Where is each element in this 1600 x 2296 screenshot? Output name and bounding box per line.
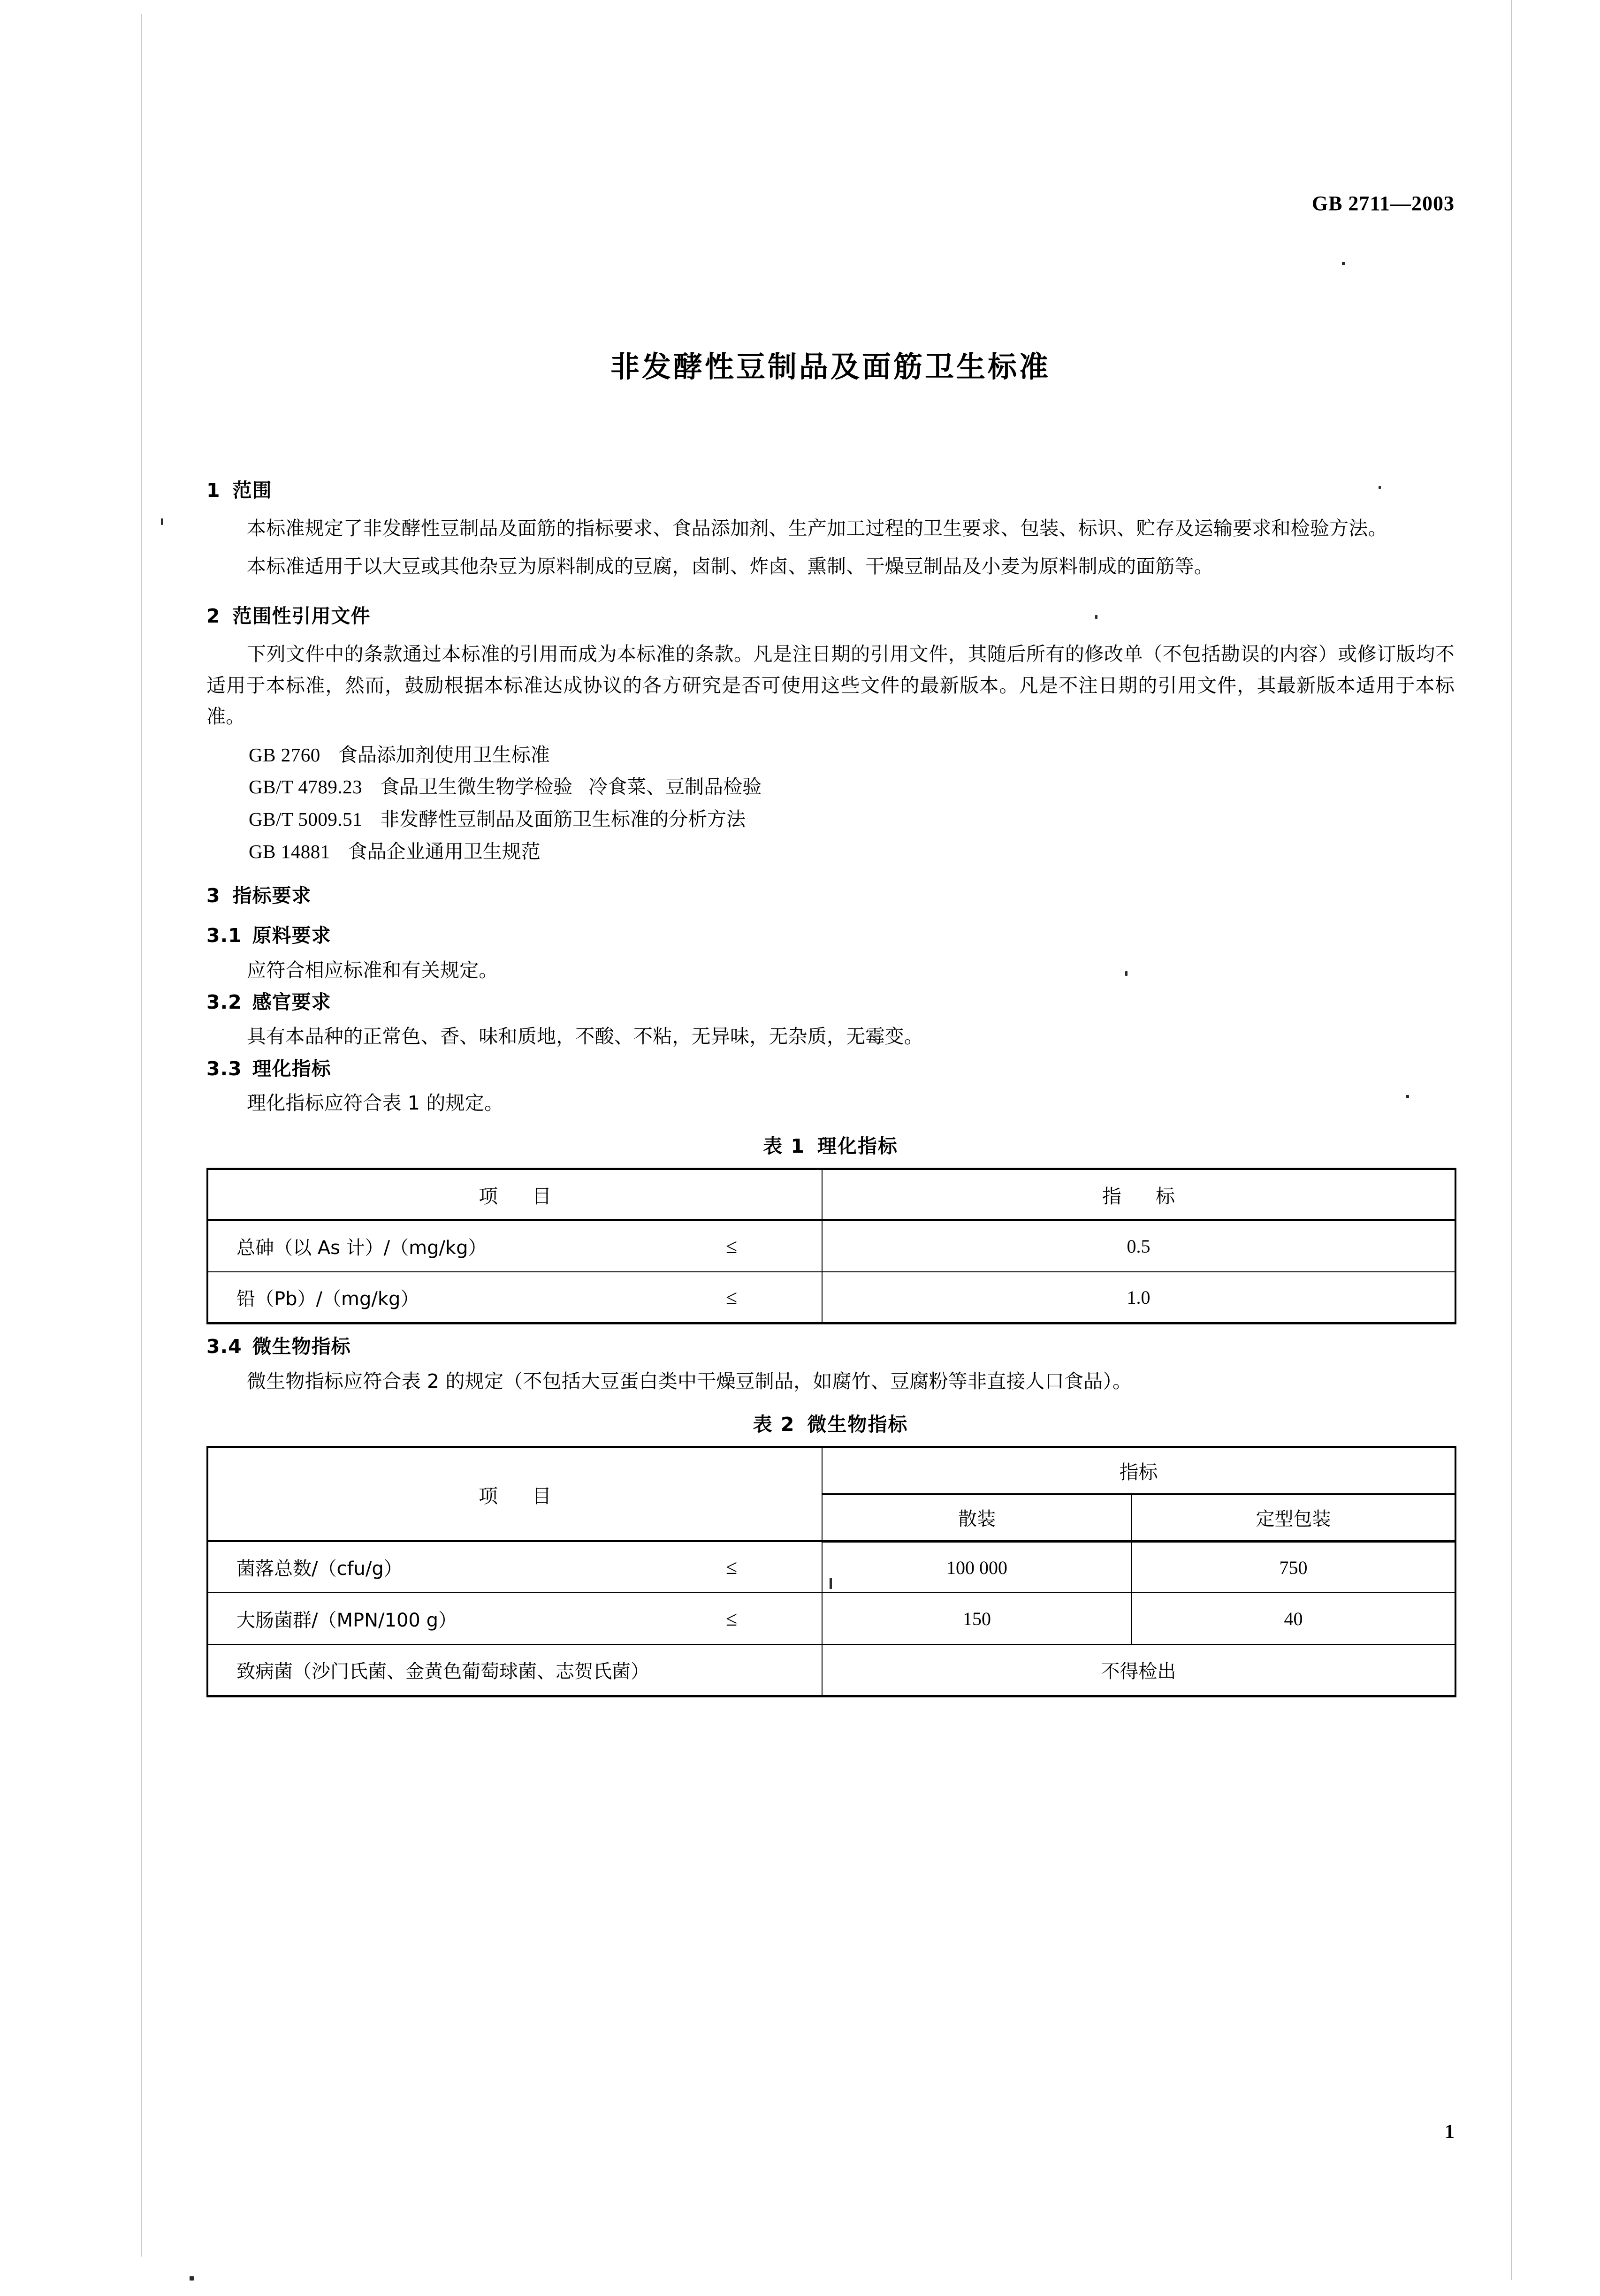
section-number-2: 2: [206, 605, 221, 628]
reference-code: GB 2760: [249, 744, 320, 766]
reference-code: GB 14881: [249, 841, 330, 863]
section-number-3-1: 3.1: [206, 924, 242, 947]
table-1-row-1-op: ≤: [695, 1272, 822, 1323]
table-2-title: 微生物指标: [807, 1413, 908, 1436]
table-1-row-1-value: 1.0: [822, 1272, 1455, 1323]
page-title: 非发酵性豆制品及面筋卫生标准: [610, 349, 1051, 384]
table-2-header-item: 项 目: [207, 1447, 822, 1541]
section-number-3-4: 3.4: [206, 1335, 242, 1358]
section-number-3-2: 3.2: [206, 990, 242, 1013]
table-1-label: 表 1: [763, 1135, 805, 1158]
table-2-row-2-item: 致病菌（沙门氏菌、金黄色葡萄球菌、志贺氏菌）: [207, 1644, 695, 1696]
section-heading-2: [206, 604, 1455, 628]
table-1-header-row: [207, 1169, 1455, 1220]
section-title-3-2: 感官要求: [252, 990, 331, 1013]
table-2-header-bulk: 散装: [822, 1494, 1132, 1542]
reference-item: [206, 739, 1455, 771]
spacer: [206, 1324, 1455, 1335]
section-heading-3-2: [206, 990, 1455, 1014]
spacer: [206, 868, 1455, 884]
section-title-3-3: 理化指标: [252, 1057, 331, 1080]
section-number-3: 3: [206, 884, 221, 907]
section-3-1-paragraph: 应符合相应标准和有关规定。: [247, 958, 498, 981]
reference-item: [206, 771, 1455, 803]
section-number-3-3: 3.3: [206, 1057, 242, 1080]
table-2-label: 表 2: [753, 1413, 795, 1436]
reference-code: GB/T 5009.51: [249, 808, 363, 830]
section-title-3-4: 微生物指标: [252, 1335, 351, 1358]
reference-title: 食品企业通用卫生规范: [348, 840, 541, 863]
table-2-header-spec: 指标: [822, 1447, 1455, 1494]
table-1-row-1-item: 铅（Pb）/（mg/kg）: [207, 1272, 695, 1323]
table-2-row-0-op: ≤: [695, 1541, 822, 1593]
table-2-row-2-op: [695, 1644, 822, 1696]
table-row: [207, 1541, 1455, 1593]
section-title-2: 范围性引用文件: [232, 605, 371, 628]
page-number: 1: [1445, 2121, 1455, 2143]
reference-title: 食品卫生微生物学检验: [380, 775, 573, 798]
standard-code-header: GB 2711—2003: [1311, 192, 1455, 215]
table-1-row-0-item: 总砷（以 As 计）/（mg/kg）: [207, 1220, 695, 1272]
scan-speck: [1342, 262, 1345, 265]
table-row: [207, 1272, 1455, 1323]
reference-subtitle: 冷食菜、豆制品检验: [588, 775, 762, 798]
table-2-row-1-item: 大肠菌群/（MPN/100 g）: [207, 1593, 695, 1644]
table-row: [207, 1644, 1455, 1696]
reference-title: 食品添加剂使用卫生标准: [338, 743, 550, 766]
section-title-1: 范围: [232, 479, 272, 502]
scan-edge-rule-left: [141, 14, 142, 2257]
table-2-row-0-bulk: 100 000: [822, 1541, 1132, 1593]
section-3-2-paragraph: 具有本品种的正常色、香、味和质地，不酸、不粘，无异味，无杂质，无霉变。: [247, 1025, 923, 1048]
section-heading-3-3: [206, 1057, 1455, 1081]
table-1-header-item: 项 目: [207, 1169, 822, 1220]
table-2-row-1-bulk: 150: [822, 1593, 1132, 1644]
section-heading-3: [206, 884, 1455, 908]
reference-code: GB/T 4789.23: [249, 776, 363, 798]
table-2-header-row-top: [207, 1447, 1455, 1494]
table-1-row-0-op: ≤: [695, 1220, 822, 1272]
table-1-caption: [206, 1131, 1455, 1158]
table-1-header-spec: 指 标: [822, 1169, 1455, 1220]
table-1-row-0-value: 0.5: [822, 1220, 1455, 1272]
reference-item: [206, 836, 1455, 868]
spacer: [206, 588, 1455, 604]
section-title-3-1: 原料要求: [252, 924, 331, 947]
section-heading-3-4: [206, 1335, 1455, 1359]
scan-speck: [161, 518, 163, 525]
scan-speck: [190, 2276, 194, 2281]
spacer: [206, 918, 1455, 924]
section-number-1: 1: [206, 479, 221, 502]
table-2-row-1-packaged: 40: [1132, 1593, 1455, 1644]
section-1-paragraph-2: 本标准适用于以大豆或其他杂豆为原料制成的豆腐，卤制、炸卤、熏制、干燥豆制品及小麦为原料制成的面筋等。: [247, 555, 1213, 578]
table-row: [207, 1593, 1455, 1644]
document-body: [206, 479, 1455, 1697]
table-2-row-0-item: 菌落总数/（cfu/g）: [207, 1541, 695, 1593]
section-2-paragraph-1: 下列文件中的条款通过本标准的引用而成为本标准的条款。凡是注日期的引用文件，其随后所有的修改单（不包括勘误的内容）或修订版均不适用于本标准，然而，鼓励根据本标准达成协议的各方研究是否可使用这些文件的最新版本。凡是不注日期的引用文件，其最新版本适用于本标准。: [206, 643, 1455, 728]
table-2-row-1-op: ≤: [695, 1593, 822, 1644]
table-2-header-packaged: 定型包装: [1132, 1494, 1455, 1542]
section-heading-1: [206, 479, 1455, 502]
table-2-caption: [206, 1409, 1455, 1437]
table-2-row-2-result: 不得检出: [822, 1644, 1455, 1696]
reference-title: 非发酵性豆制品及面筋卫生标准的分析方法: [380, 808, 746, 831]
table-physicochemical-indicators: [206, 1168, 1456, 1324]
section-3-4-paragraph: 微生物指标应符合表 2 的规定（不包括大豆蛋白类中干燥豆制品，如腐竹、豆腐粉等非直接人口食品）。: [247, 1369, 1132, 1392]
scan-edge-rule-right: [1511, 0, 1512, 2280]
table-row: [207, 1220, 1455, 1272]
table-1-title: 理化指标: [817, 1135, 898, 1158]
section-heading-3-1: [206, 924, 1455, 948]
section-1-paragraph-1: 本标准规定了非发酵性豆制品及面筋的指标要求、食品添加剂、生产加工过程的卫生要求、包装、标识、贮存及运输要求和检验方法。: [247, 517, 1387, 540]
section-3-3-paragraph: 理化指标应符合表 1 的规定。: [247, 1091, 504, 1114]
reference-item: [206, 803, 1455, 836]
table-2-row-0-packaged: 750: [1132, 1541, 1455, 1593]
table-microbiological-indicators: [206, 1446, 1456, 1697]
normative-reference-list: [206, 739, 1455, 868]
section-title-3: 指标要求: [232, 884, 312, 907]
